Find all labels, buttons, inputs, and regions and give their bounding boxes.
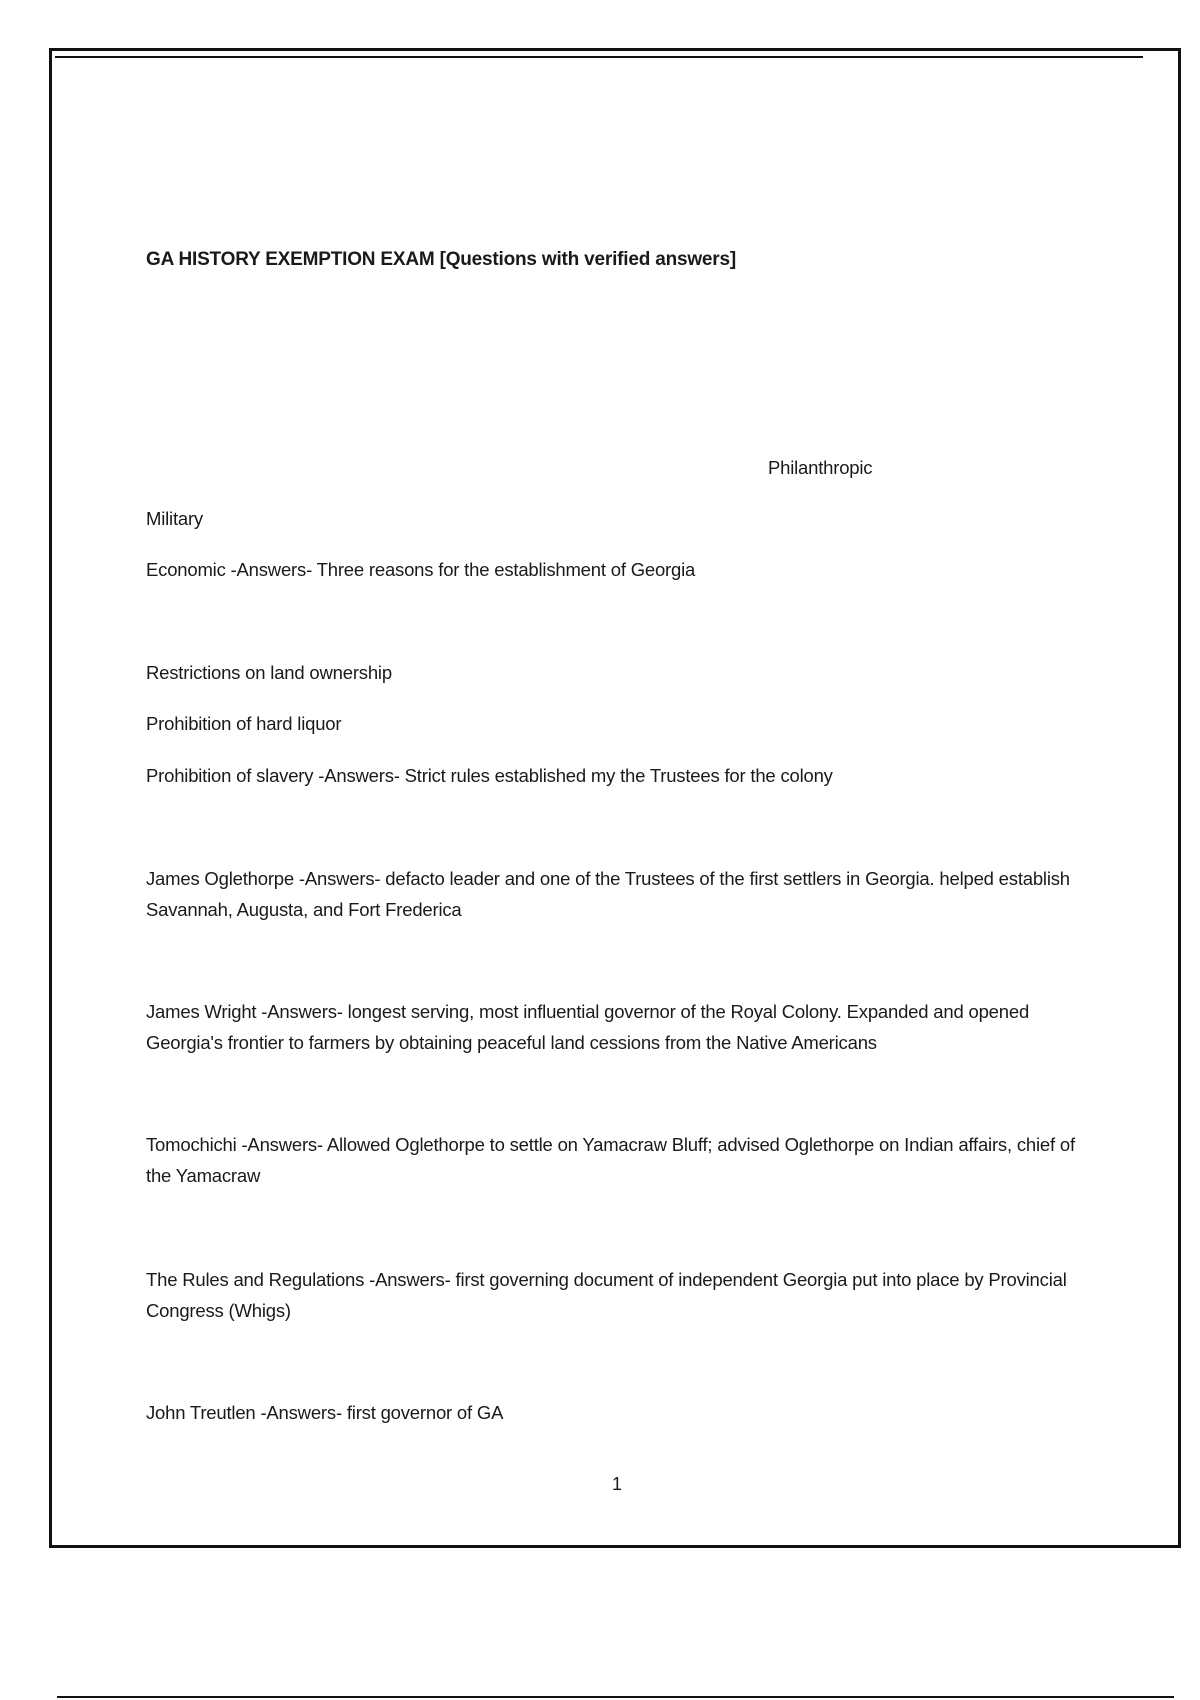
- entry-john-treutlen: John Treutlen -Answers- first governor of GA: [146, 1402, 504, 1423]
- text-line-land-ownership: Restrictions on land ownership: [146, 662, 392, 683]
- text-line-hard-liquor: Prohibition of hard liquor: [146, 713, 342, 734]
- document-title: GA HISTORY EXEMPTION EXAM [Questions with verified answers]: [146, 249, 736, 270]
- entry-tomochichi: Tomochichi -Answers- Allowed Oglethorpe to settle on Yamacraw Bluff; advised Oglethorpe on Indian affairs, chief of the Yamacraw: [146, 1134, 1075, 1186]
- text-line-philanthropic: Philanthropic: [768, 457, 873, 478]
- page-number: 1: [612, 1474, 623, 1494]
- text-line-economic: Economic -Answers- Three reasons for the establishment of Georgia: [146, 559, 696, 580]
- bottom-rule: [57, 1696, 1174, 1698]
- entry-rules-and-regulations: The Rules and Regulations -Answers- first governing document of independent Georgia put into place by Provincial Congress (Whigs): [146, 1269, 1067, 1321]
- text-line-slavery: Prohibition of slavery -Answers- Strict rules established my the Trustees for the colony: [146, 765, 833, 786]
- text-line-military: Military: [146, 508, 203, 529]
- entry-james-wright: James Wright -Answers- longest serving, most influential governor of the Royal Colony. Expanded and opened Georgia's frontier to farmers by obtaining peaceful land cessions from the Native Americans: [146, 1001, 1030, 1053]
- entry-james-oglethorpe: James Oglethorpe -Answers- defacto leader and one of the Trustees of the first settlers in Georgia. helped establish Savannah, Augusta, and Fort Frederica: [146, 868, 1070, 920]
